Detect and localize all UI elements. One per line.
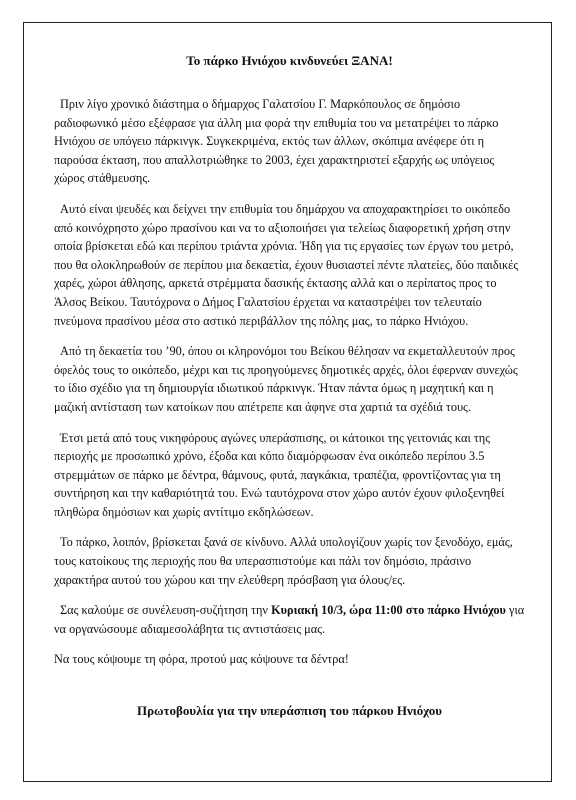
invitation-text-before: Σας καλούμε σε συνέλευση-συζήτηση την: [60, 603, 272, 618]
invitation-text-after: για να οργανώσουμε αδιαμεσολάβητα τις αντιστάσεις μας.: [54, 603, 525, 636]
paragraph-4: Έτσι μετά από τους νικηφόρους αγώνες υπεράσπισης, οι κάτοικοι της γειτονιάς και της περιοχής με προσωπικό χρόνο, έξοδα και κόπο διαμόρφωσαν ένα οικόπεδο περίπου 3.5 στρεμμάτων σε πάρκο με δέντρα, θάμνους, φυτά, παγκάκια, τραπέζια, φροντίζοντας για τη συντήρηση και την καθαριότητά του. Ενώ ταυτόχρονα στον χώρο αυτόν έχουν φιλοξενηθεί πληθώρα δημόσιων και χωρίς αντίτιμο εκδηλώσεων.: [54, 430, 505, 519]
invitation-paragraph: [54, 601, 525, 638]
signature: Πρωτοβουλία για την υπεράσπιση του πάρκου Ηνιόχου: [136, 703, 443, 719]
paragraph-5: Το πάρκο, λοιπόν, βρίσκεται ξανά σε κίνδυνο. Αλλά υπολογίζουν χωρίς τον ξενοδόχο, εμάς, τους κατοίκους της περιοχής που θα υπερασπιστούμε και πάλι τον δημόσιο, πράσινο χαρακτήρα αυτού του χώρου και την ελεύθερη πρόσβαση για όλους/ες.: [54, 535, 513, 587]
paragraph-3: Από τη δεκαετία του ’90, όπου οι κληρονόμοι του Βείκου θέλησαν να εκμεταλλευτούν προς όφελός τους το οικόπεδο, μέχρι και τις προηγούμενες δημοτικές αρχές, όλοι έφερναν συνεχώς το ίδιο σχέδιο για τη δημιουργία ιδιωτικού πάρκινγκ. Ήταν πάντα όμως η μαχητική και η μαζική αντίσταση των κατοίκων που απέτρεπε και άφηνε στα χαρτιά τα σχέδιά τους.: [54, 344, 518, 414]
paragraph-1: Πριν λίγο χρονικό διάστημα ο δήμαρχος Γαλατσίου Γ. Μαρκόπουλος σε δημόσιο ραδιοφωνικό μέσο εξέφρασε για άλλη μια φορά την επιθυμία του να μετατρέψει το πάρκο Ηνιόχου σε υπόγειο πάρκινγκ. Συγκεκριμένα, εκτός των άλλων, σκόπιμα ανέφερε ότι η παρούσα έκταση, που απαλλοτριώθηκε το 2003, έχει χαρακτηριστεί εξαρχής ως υπόγειος χώρος στάθμευσης.: [54, 97, 499, 186]
invitation-date-location: Κυριακή 10/3, ώρα 11:00 στο πάρκο Ηνιόχου: [271, 603, 506, 618]
flyer-page: [23, 22, 552, 782]
paragraph-2: Αυτό είναι ψευδές και δείχνει την επιθυμία του δημάρχου να αποχαρακτηρίσει το οικόπεδο από κοινόχρηστο χώρο πρασίνου και να το αξιοποιήσει για τελείως διαφορετική χρήση στην οποία βρίσκεται εδώ και περίπου τριάντα χρόνια. Ήδη για τις εργασίες των έργων του μετρό, που θα ολοκληρωθούν σε περίπου μια δεκαετία, έχουν θυσιαστεί πέντε πλατείες, δύο παιδικές χαρές, χώροι άθλησης, αρκετά στρέμματα δασικής έκτασης αλλά και ο περίπατος προς το Άλσος Βείκου. Ταυτόχρονα ο Δήμος Γαλατσίου έρχεται να καταστρέψει τον τελευταίο πνεύμονα πρασίνου μέσα στο αστικό περιβάλλον της πόλης μας, το πάρκο Ηνιόχου.: [54, 201, 519, 328]
closing-slogan: Να τους κόψουμε τη φόρα, προτού μας κόψουνε τα δέντρα!: [54, 652, 349, 667]
document-title: Το πάρκο Ηνιόχου κινδυνεύει ΞΑΝΑ!: [186, 53, 393, 68]
